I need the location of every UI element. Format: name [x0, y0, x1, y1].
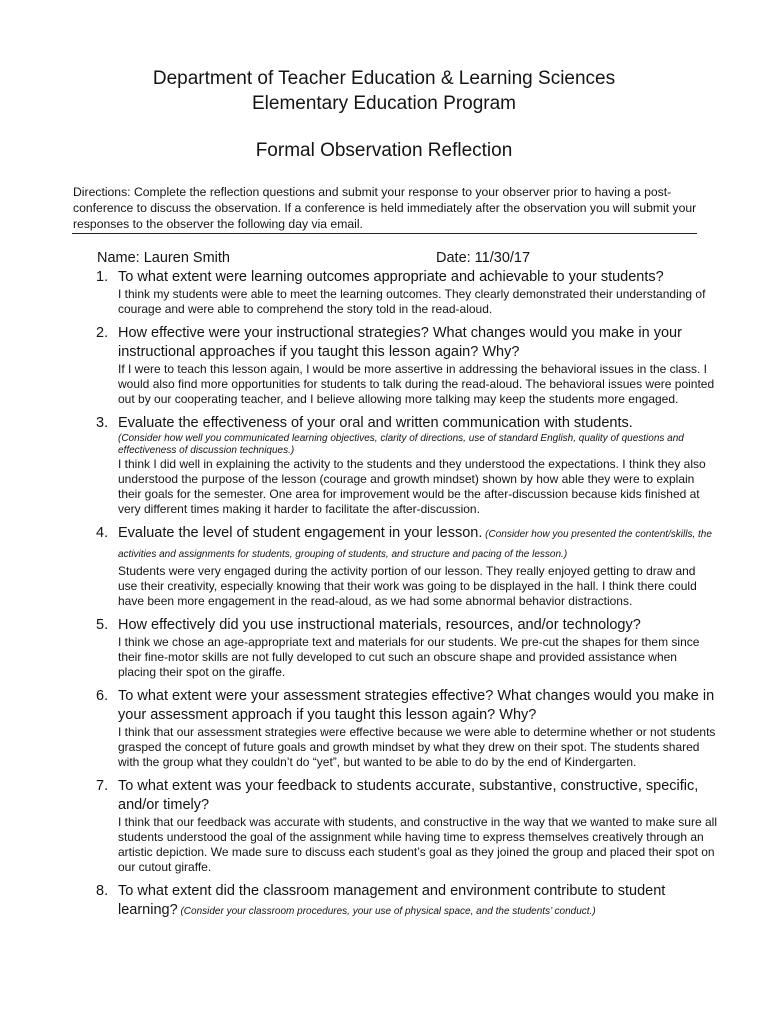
- question-item: [96, 777, 718, 875]
- divider-line: [72, 233, 697, 234]
- question-number: 2.: [96, 325, 109, 341]
- question-text: [118, 882, 718, 921]
- student-name: Name: Lauren Smith: [97, 250, 230, 266]
- answer-text: I think my students were able to meet the learning outcomes. They clearly demonstrated their understanding of courage and were able to comprehend the story told in the read-aloud.: [118, 287, 706, 316]
- question-text-main: To what extent did the classroom management and environment contribute to student learning?: [118, 883, 666, 918]
- question-text: To what extent were your assessment strategies effective? What changes would you make in your assessment approach if you taught this lesson again? Why?: [118, 688, 715, 723]
- question-note: (Consider how well you communicated learning objectives, clarity of directions, use of standard English, quality of questions and effectiveness of discussion techniques.): [118, 433, 684, 456]
- question-text-main: Evaluate the level of student engagement in your lesson.: [118, 525, 483, 541]
- question-item: [96, 414, 718, 517]
- question-number: 3.: [96, 415, 109, 431]
- question-item: [96, 616, 718, 680]
- question-number: 4.: [96, 525, 109, 541]
- directions-text: Directions: Complete the reflection questions and submit your response to your observer prior to having a post-conference to discuss the observation. If a conference is held immediately after the observation you will submit your responses to the observer the following day via email.: [73, 185, 697, 231]
- answer-text: If I were to teach this lesson again, I would be more assertive in addressing the behavioral issues in the class. I would also find more opportunities for students to talk during the read-aloud. The behavioral issues were pointed out by our cooperating teacher, and I believe allowing more talking may keep the students more engaged.: [118, 362, 715, 406]
- department-name: Department of Teacher Education & Learning Sciences: [152, 68, 616, 89]
- form-title: Formal Observation Reflection: [255, 140, 513, 161]
- student-info: [97, 249, 697, 267]
- question-text: [118, 524, 718, 564]
- answer-text: I think that our feedback was accurate with students, and constructive in the way that we wanted to make sure all students understood the goal of the assignment while having time to express themselves creatively through an artistic depiction. We made sure to discuss each student’s goal as they joined the group and placed their spot on our cutout giraffe.: [118, 815, 717, 874]
- question-text: How effective were your instructional strategies? What changes would you make in your instructional approaches if you taught this lesson again? Why?: [118, 325, 682, 360]
- question-item: [96, 324, 718, 407]
- question-number: 1.: [96, 269, 109, 285]
- observation-date: Date: 11/30/17: [436, 250, 531, 266]
- question-text: To what extent were learning outcomes appropriate and achievable to your students?: [118, 269, 664, 285]
- question-number: 7.: [96, 778, 109, 794]
- question-item: [96, 268, 718, 317]
- question-item: [96, 687, 718, 770]
- answer-text: Students were very engaged during the activity portion of our lesson. They really enjoyed getting to draw and use their creativity, especially knowing that their work was going to be displayed in the hall. I think there could have been more engagement in the read-aloud, as we had some abnormal behavior distractions.: [118, 564, 697, 608]
- question-number: 5.: [96, 617, 109, 633]
- program-name: Elementary Education Program: [251, 93, 516, 114]
- question-item: [96, 524, 718, 609]
- question-number: 8.: [96, 883, 109, 899]
- question-text: To what extent was your feedback to students accurate, substantive, constructive, specific, and/or timely?: [118, 778, 699, 813]
- question-list: [96, 268, 718, 928]
- question-text: Evaluate the effectiveness of your oral and written communication with students.: [118, 415, 633, 431]
- answer-text: I think we chose an age-appropriate text and materials for our students. We pre-cut the shapes for them since their fine-motor skills are not fully developed to cut such an obscure shape and provided assistance when placing their spot on the giraffe.: [118, 635, 700, 679]
- question-number: 6.: [96, 688, 109, 704]
- answer-text: I think that our assessment strategies were effective because we were able to determine whether or not students grasped the concept of future goals and growth mindset by what they drew on their spot. The students shared with the group what they couldn’t do “yet”, but wanted to be able to do by the end of Kindergarten.: [118, 725, 716, 769]
- answer-text: I think I did well in explaining the activity to the students and they understood the expectations. I think they also understood the purpose of the lesson (courage and growth mindset) shown by how able they were to explain their goals for the semester. One area for improvement would be the after-discussion because kids finished at very different times making it harder to facilitate the after-discussion.: [118, 457, 706, 516]
- question-note: (Consider your classroom procedures, your use of physical space, and the students’ conduct.): [177, 906, 596, 917]
- question-text: How effectively did you use instructional materials, resources, and/or technology?: [118, 617, 641, 633]
- question-note: (Consider how you presented the content/skills, the activities and assignments for students, grouping of students, and structure and pacing of the lesson.): [118, 529, 712, 560]
- document-header: [0, 66, 768, 163]
- question-item: [96, 882, 718, 921]
